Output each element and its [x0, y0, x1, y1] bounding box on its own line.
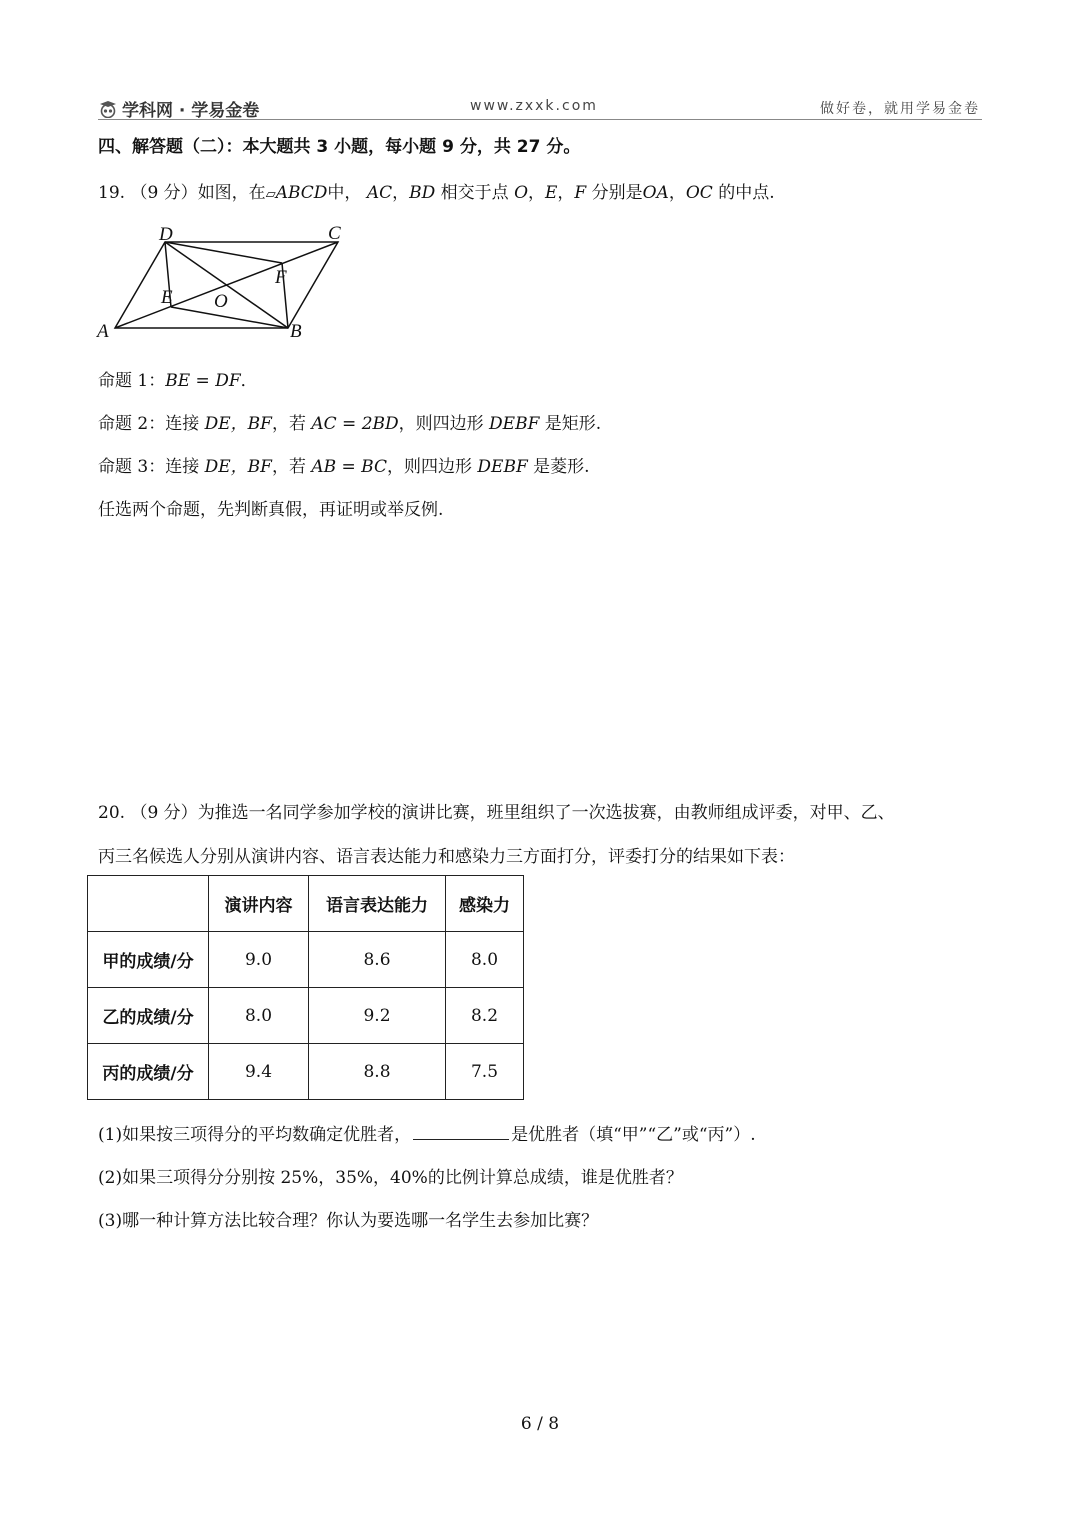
q19-proposition-2	[98, 409, 601, 434]
label-b: B	[290, 321, 302, 342]
q19-f: F	[574, 183, 587, 203]
table-row	[88, 988, 524, 1044]
header-url[interactable]: www.zxxk.com	[470, 98, 598, 114]
q19-sep2: ，	[528, 183, 545, 203]
q19-proposition-3	[98, 452, 590, 477]
q19-oc: OC	[685, 183, 713, 203]
mortarboard-owl-icon	[98, 100, 118, 118]
prop3-quad: DEBF	[477, 457, 528, 477]
segment-eb	[171, 307, 288, 328]
table-cell: 8.0	[209, 988, 309, 1044]
diagonal-bd	[165, 242, 288, 328]
prop1-formula: BE = DF	[165, 371, 241, 391]
header-slogan: 做好卷，就用学易金卷	[820, 101, 980, 117]
prop2-mid: ，若	[271, 414, 312, 434]
score-table	[87, 875, 524, 1100]
column-header: 演讲内容	[209, 876, 309, 932]
logo-text: 学科网 · 学易金卷	[122, 101, 260, 121]
q20-sub1-b: 是优胜者（填“甲”“乙”或“丙”）.	[511, 1125, 756, 1145]
table-cell: 8.0	[446, 932, 524, 988]
table-cell: 8.8	[309, 1044, 446, 1100]
label-o: O	[214, 291, 228, 312]
q19-oa: OA	[642, 183, 669, 203]
q19-sep3: ，	[557, 183, 575, 203]
column-header: 感染力	[446, 876, 524, 932]
q19-proposition-1	[98, 366, 258, 391]
q19-e: E	[545, 183, 558, 203]
label-e: E	[161, 287, 173, 308]
label-f: F	[275, 267, 287, 288]
q20-stem-line2: 丙三名候选人分别从演讲内容、语言表达能力和感染力三方面打分，评委打分的结果如下表：	[98, 847, 795, 867]
parallelogram-icon: ▱	[265, 187, 276, 202]
header-divider	[98, 119, 982, 120]
q19-o: O	[514, 183, 528, 203]
label-a: A	[97, 321, 109, 342]
q20-sub1	[98, 1120, 756, 1145]
column-header: 语言表达能力	[309, 876, 446, 932]
prop2-quad: DEBF	[489, 414, 540, 434]
prop3-end: 是菱形.	[527, 457, 590, 477]
section-title: 四、解答题（二）：本大题共 3 小题，每小题 9 分，共 27 分。	[98, 137, 581, 157]
q19-stem	[98, 178, 775, 203]
q20-sub2: (2)如果三项得分分别按 25%，35%，40%的比例计算总成绩，谁是优胜者？	[98, 1168, 683, 1188]
q19-text-e: 的中点.	[712, 183, 775, 203]
table-cell: 9.2	[309, 988, 446, 1044]
q19-number: 19.	[98, 183, 126, 203]
table-row	[88, 1044, 524, 1100]
table-cell: 9.0	[209, 932, 309, 988]
q20-sub3: (3)哪一种计算方法比较合理？你认为要选哪一名学生去参加比赛？	[98, 1211, 599, 1231]
prop2-cond: AC = 2BD	[311, 414, 399, 434]
answer-blank[interactable]	[413, 1125, 509, 1140]
q19-instruction: 任选两个命题，先判断真假，再证明或举反例.	[98, 500, 444, 520]
q19-text-c: 相交于点	[435, 183, 515, 203]
q19-text-d: 分别是	[586, 183, 643, 203]
page-number: 6 / 8	[520, 1414, 560, 1434]
table-cell: 8.2	[446, 988, 524, 1044]
prop2-de-bf: DE，BF	[204, 414, 272, 434]
q19-score: （9 分）	[130, 183, 198, 203]
q19-abcd: ABCD	[275, 183, 328, 203]
q19-bd: BD	[409, 183, 436, 203]
prop2-label: 命题 2：连接	[98, 414, 205, 434]
prop3-label: 命题 3：连接	[98, 457, 205, 477]
site-logo	[98, 96, 259, 121]
prop2-then: ，则四边形	[398, 414, 490, 434]
parallelogram-figure	[90, 215, 360, 345]
prop3-cond: AB = BC	[311, 457, 387, 477]
table-row	[88, 932, 524, 988]
prop1-end: ．	[240, 371, 258, 391]
q19-sep1: ，	[392, 183, 410, 203]
table-cell: 9.4	[209, 1044, 309, 1100]
row-header: 乙的成绩/分	[88, 988, 209, 1044]
q20-sub1-a: (1)如果按三项得分的平均数确定优胜者，	[98, 1125, 412, 1145]
q19-text-a: 如图，在	[197, 183, 266, 203]
q20-line1: 为推选一名同学参加学校的演讲比赛，班里组织了一次选拔赛，由教师组成评委，对甲、乙、	[197, 803, 895, 823]
q19-ac: AC	[366, 183, 393, 203]
table-corner-cell	[88, 876, 209, 932]
label-c: C	[328, 223, 341, 244]
segment-df	[165, 242, 282, 263]
q19-text-b: 中，	[327, 183, 362, 203]
row-header: 丙的成绩/分	[88, 1044, 209, 1100]
prop1-label: 命题 1：	[98, 371, 166, 391]
q20-number: 20.	[98, 803, 126, 823]
prop3-de-bf: DE，BF	[204, 457, 272, 477]
prop2-end: 是矩形.	[539, 414, 602, 434]
q19-sep4: ，	[668, 183, 686, 203]
prop3-mid: ，若	[271, 457, 312, 477]
prop3-then: ，则四边形	[387, 457, 478, 477]
table-header-row	[88, 876, 524, 932]
row-header: 甲的成绩/分	[88, 932, 209, 988]
label-d: D	[159, 224, 173, 245]
q20-stem-line1	[98, 798, 895, 823]
q20-score: （9 分）	[130, 803, 198, 823]
table-cell: 8.6	[309, 932, 446, 988]
table-cell: 7.5	[446, 1044, 524, 1100]
